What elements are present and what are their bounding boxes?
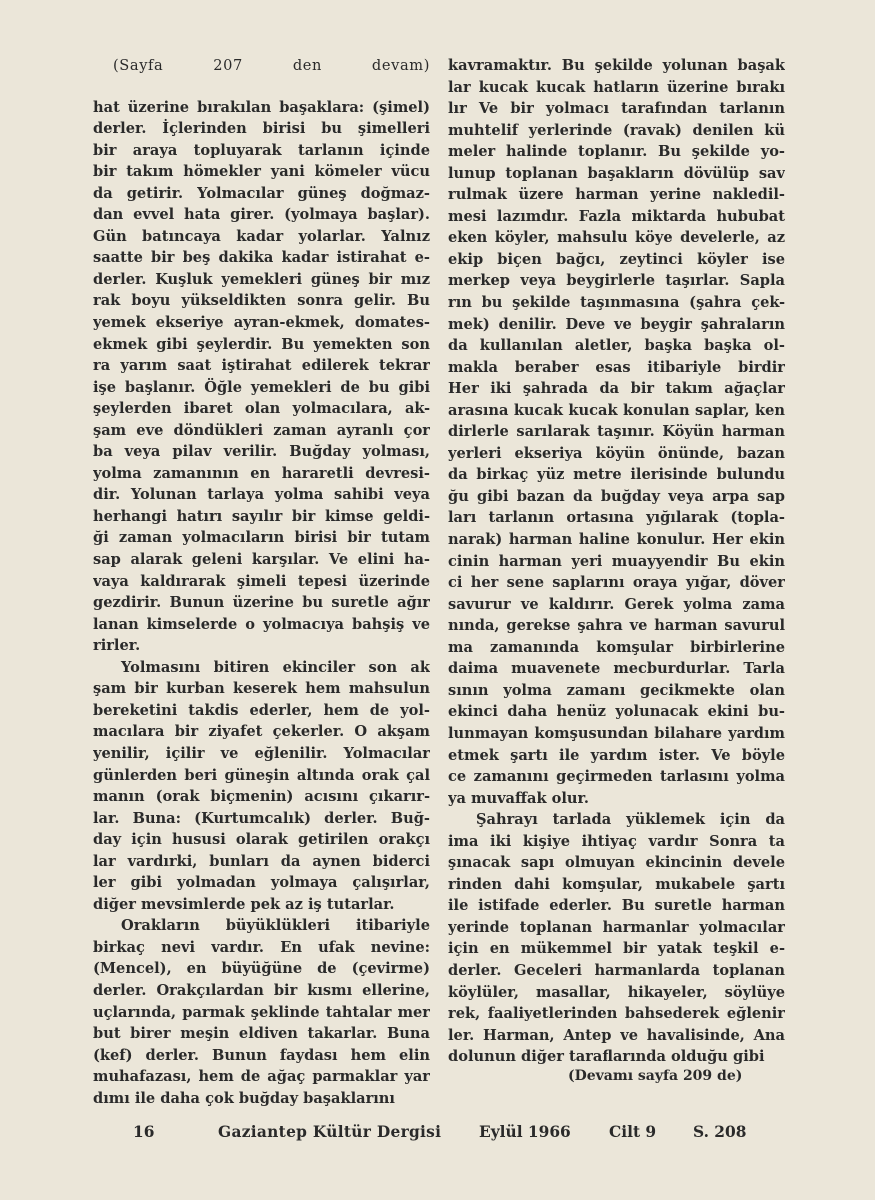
text-line: dirlerle sarılarak taşınır. Köyün harman <box>448 423 785 441</box>
text-line: yemek ekseriye ayran-ekmek, domates- <box>93 314 430 332</box>
text-line: Şahrayı tarlada yüklemek için da <box>476 811 785 829</box>
text-line: rinden dahi komşular, mukabele şartı <box>448 875 785 893</box>
text-line: derler. İçlerinden birisi bu şimelleri <box>93 120 430 138</box>
text-line: uçlarında, parmak şeklinde tahtalar mer <box>93 1003 430 1021</box>
text-line: hat üzerine bırakılan başaklara: (şimel) <box>93 98 430 116</box>
footer-date: Eylül 1966 <box>479 1123 571 1141</box>
left-column-text <box>93 97 430 1110</box>
text-line: gezdirir. Bunun üzerine bu suretle ağır <box>93 594 430 612</box>
text-line: rın bu şekilde taşınmasına (şahra çek- <box>448 294 785 312</box>
text-line: derler. Geceleri harmanlarda toplanan <box>448 961 785 979</box>
text-line: merkep veya beygirlerle taşırlar. Sapla <box>448 272 785 290</box>
text-line: ce zamanını geçirmeden tarlasını yolma <box>448 768 785 786</box>
text-line: ma zamanında komşular birbirlerine <box>448 638 785 656</box>
text-line: rirler. <box>93 637 141 655</box>
text-line: köylüler, masallar, hikayeler, söylüye <box>448 983 785 1001</box>
text-line: ci her sene saplarını oraya yığar, döver <box>448 574 785 592</box>
text-line: saatte bir beş dakika kadar istirahat e- <box>93 249 430 267</box>
text-line: vaya kaldırarak şimeli tepesi üzerinde <box>93 572 430 590</box>
text-line: rak boyu yükseldikten sonra gelir. Bu <box>93 292 430 310</box>
text-line: ekmek gibi şeylerdir. Bu yemekten son <box>93 335 430 353</box>
text-line: yerinde toplanan harmanlar yolmacılar <box>448 918 785 936</box>
text-line: şeylerden ibaret olan yolmacılara, ak- <box>93 400 430 418</box>
text-line: şam bir kurban keserek hem mahsulun <box>93 680 430 698</box>
right-column-text <box>448 55 785 1068</box>
continued-from-header: (Sayfa 207 den devam) <box>113 57 430 74</box>
text-line: birkaç nevi vardır. En ufak nevine: <box>93 938 430 956</box>
text-line: cinin harman yeri muayyendir Bu ekin <box>448 552 785 570</box>
footer-volume: Cilt 9 <box>609 1123 657 1141</box>
footer-issue: S. 208 <box>693 1123 747 1141</box>
text-line: sap alarak geleni karşılar. Ve elini ha- <box>93 551 430 569</box>
text-line: ler. Harman, Antep ve havalisinde, Ana <box>448 1026 785 1044</box>
text-line: Her iki şahrada da bir takım ağaçlar <box>448 380 785 398</box>
text-line: ile istifade ederler. Bu suretle harman <box>448 897 785 915</box>
text-line: için en mükemmel bir yatak teşkil e- <box>448 940 785 958</box>
text-line: macılara bir ziyafet çekerler. O akşam <box>93 723 430 741</box>
text-line: bereketini takdis ederler, hem de yol- <box>93 701 430 719</box>
text-line: ler gibi yolmadan yolmaya çalışırlar, <box>93 874 430 892</box>
text-line: ğu gibi bazan da buğday veya arpa sap <box>448 487 785 505</box>
text-line: şınacak sapı olmuyan ekincinin devele <box>448 854 785 872</box>
continuation-note: (Devamı sayfa 209 de) <box>568 1068 743 1084</box>
text-line: ekip biçen bağcı, zeytinci köyler ise <box>448 250 785 268</box>
right-column <box>448 55 785 1068</box>
text-line: bir takım hömekler yani kömeler vücu <box>93 163 430 181</box>
text-line: herhangi hatırı sayılır bir kimse geldi- <box>93 507 430 525</box>
text-line: da getirir. Yolmacılar güneş doğmaz- <box>93 184 430 202</box>
text-line: ima iki kişiye ihtiyaç vardır Sonra ta <box>448 832 785 850</box>
text-line: ra yarım saat iştirahat edilerek tekrar <box>93 357 430 375</box>
text-line: ba veya pilav verilir. Buğday yolması, <box>93 443 430 461</box>
footer-journal-title: Gaziantep Kültür Dergisi <box>218 1123 442 1141</box>
text-line: eken köyler, mahsulu köye develerle, az <box>448 229 785 247</box>
text-line: arasına kucak kucak konulan saplar, ken <box>448 401 785 419</box>
text-line: manın (orak biçmenin) acısını çıkarır- <box>93 788 430 806</box>
text-line: Yolmasını bitiren ekinciler son ak <box>121 658 430 676</box>
text-line: da birkaç yüz metre ilerisinde bulundu <box>448 466 785 484</box>
text-line: narak) harman haline konulur. Her ekin <box>448 531 785 549</box>
text-line: rulmak üzere harman yerine nakledil- <box>448 186 785 204</box>
text-line: kavramaktır. Bu şekilde yolunan başak <box>448 57 785 74</box>
text-line: şam eve döndükleri zaman ayranlı çor <box>93 421 430 439</box>
text-line: bir araya topluyarak tarlanın içinde <box>93 141 430 159</box>
text-line: Gün batıncaya kadar yolarlar. Yalnız <box>93 227 430 245</box>
text-line: etmek şartı ile yardım ister. Ve böyle <box>448 746 785 764</box>
text-line: muhafazası, hem de ağaç parmaklar yar <box>93 1068 430 1086</box>
text-line: yolma zamanının en hararetli devresi- <box>93 464 430 482</box>
text-line: but birer meşin eldiven takarlar. Buna <box>93 1025 430 1043</box>
text-line: (kef) derler. Bunun faydası hem elin <box>93 1046 430 1064</box>
text-line: rek, faaliyetlerinden bahsederek eğlenir <box>448 1005 785 1023</box>
text-line: mesi lazımdır. Fazla miktarda hububat <box>448 207 785 225</box>
text-line: nında, gerekse şahra ve harman savurul <box>448 617 785 635</box>
text-line: yerleri ekseriya köyün önünde, bazan <box>448 444 785 462</box>
text-line: sının yolma zamanı gecikmekte olan <box>448 681 785 699</box>
text-line: muhtelif yerlerinde (ravak) denilen kü <box>448 121 785 139</box>
text-line: dolunun diğer taraflarında olduğu gibi <box>448 1048 765 1066</box>
text-line: lar vardırki, bunları da aynen biderci <box>93 852 430 870</box>
text-line: derler. Orakçılardan bir kısmı ellerine, <box>93 981 430 999</box>
text-line: lunup toplanan başakların dövülüp sav <box>448 164 785 182</box>
text-line: Orakların büyüklükleri itibariyle <box>121 917 430 935</box>
text-line: daima muavenete mecburdurlar. Tarla <box>448 660 785 678</box>
text-line: işe başlanır. Öğle yemekleri de bu gibi <box>93 378 430 396</box>
text-line: ekinci daha henüz yolunacak ekini bu- <box>448 703 785 721</box>
text-line: lar kucak kucak hatların üzerine bırakı <box>448 78 785 96</box>
text-line: dımı ile daha çok buğday başaklarını <box>93 1089 395 1107</box>
text-line: derler. Kuşluk yemekleri güneş bir mız <box>93 270 430 288</box>
left-column <box>93 55 430 1109</box>
text-line: day için hususi olarak getirilen orakçı <box>93 831 430 849</box>
text-line: yenilir, içilir ve eğlenilir. Yolmacılar <box>93 744 430 762</box>
text-line: lanan kimselerde o yolmacıya bahşiş ve <box>93 615 430 633</box>
text-line: lar. Buna: (Kurtumcalık) derler. Buğ- <box>93 809 430 827</box>
text-line: dir. Yolunan tarlaya yolma sahibi veya <box>93 486 430 504</box>
text-line: ği zaman yolmacıların birisi bir tutam <box>93 529 430 547</box>
text-line: lır Ve bir yolmacı tarafından tarlanın <box>448 100 785 118</box>
text-line: ları tarlanın ortasına yığılarak (topla- <box>448 509 785 527</box>
text-line: lunmayan komşusundan bilahare yardım <box>448 724 785 742</box>
text-line: ya muvaffak olur. <box>448 789 589 807</box>
footer-page-number: 16 <box>133 1123 155 1141</box>
text-line: dan evvel hata girer. (yolmaya başlar). <box>93 206 430 224</box>
text-line: (Mencel), en büyüğüne de (çevirme) <box>93 960 430 978</box>
text-line: diğer mevsimlerde pek az iş tutarlar. <box>93 895 395 913</box>
text-line: da kullanılan aletler, başka başka ol- <box>448 337 785 355</box>
text-line: meler halinde toplanır. Bu şekilde yo- <box>448 143 785 161</box>
text-line: savurur ve kaldırır. Gerek yolma zama <box>448 595 785 613</box>
text-line: makla beraber esas itibariyle birdir <box>448 358 785 376</box>
text-line: günlerden beri güneşin altında orak çal <box>93 766 430 784</box>
text-line: mek) denilir. Deve ve beygir şahraların <box>448 315 785 333</box>
